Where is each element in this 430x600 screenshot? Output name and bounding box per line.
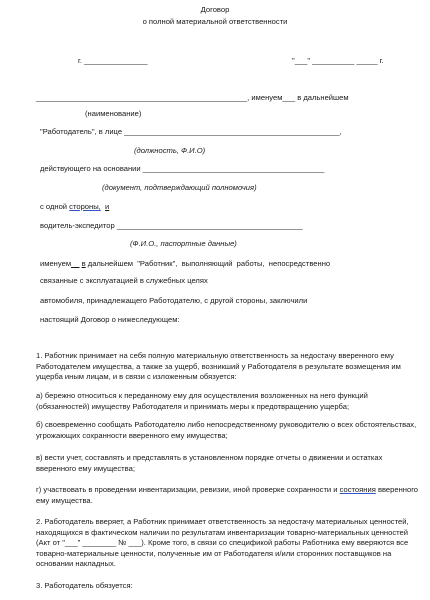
named-line xyxy=(40,259,330,269)
date-line: "___" __________ _____ г. xyxy=(292,56,384,65)
agreement-line: настоящий Договор о нижеследующем: xyxy=(40,315,180,324)
named-c: в xyxy=(81,259,86,268)
clause-1g-text-b: вверенного ему имущества. xyxy=(36,485,419,505)
basis-caption: (документ, подтверждающий полномочия) xyxy=(102,183,257,192)
document-title: Договор xyxy=(200,5,230,14)
side-prefix: с одной xyxy=(40,202,70,211)
document-subtitle: о полной материальной ответственности xyxy=(142,17,288,26)
driver-line: водитель-экспедитор ____________________________________________ xyxy=(40,221,303,230)
driver-caption: (Ф.И.О., паспортные данные) xyxy=(130,239,237,248)
car-line: автомобиля, принадлежащего Работодателю, с другой стороны, заключили xyxy=(40,296,308,305)
clause-1v: в) вести учет, составлять и представлять в установленном порядке отчеты о движении и остатках вверенного ему имущества; xyxy=(36,453,383,473)
clause-1g-text-a: г) участвовать в проведении инвентаризации, ревизии, иной проверке сохранности и xyxy=(36,485,340,494)
one-side-line xyxy=(40,202,109,212)
clause-1: 1. Работник принимает на себя полную материальную ответственность за недостачу вверенного ему Работодателем имущества, а также за ущерб, возникший у Работодателя в результате возмещения им ущерба иным лицам, и в связи с изложенным обязуется: xyxy=(36,351,401,382)
city-line: г. _______________ xyxy=(78,56,148,65)
name-caption: (наименование) xyxy=(85,109,142,118)
side-and: и xyxy=(105,202,110,211)
employer-line: "Работодатель", в лице ___________________________________________________, xyxy=(40,127,342,136)
position-caption: (должность, Ф.И.О) xyxy=(134,146,206,155)
named-b: __ xyxy=(71,259,80,268)
basis-line: действующего на основании ___________________________________________ xyxy=(40,164,325,173)
side-word: стороны, xyxy=(69,202,101,211)
clause-2: 2. Работодатель вверяет, а Работник принимает ответственность за недостачу материальных ценностей, находящихся в фактическом наличии по результатам инвентаризации товарно-материальных ценностей (Акт от "___" ________ № ___). Кроме того, в связи со спецификой работы Работника ему вверяются все товарно-материальные ценности, полученные им от Работодателя и/или сторонних поставщиков на основании накладных. xyxy=(36,517,409,569)
clause-1a: а) бережно относиться к переданному ему для осуществления возложенных на него функций (обязанностей) имуществу Работодателя и принимать меры к предотвращению ущерба; xyxy=(36,391,368,411)
clause-1b: б) своевременно сообщать Работодателю либо непосредственному руководителю о всех обстоятельствах, угрожающих сохранности вверенного ему имущества; xyxy=(36,420,417,440)
named-d: дальнейшем "Работник", выполняющий работы, непосредственно xyxy=(85,259,331,268)
clause-1g xyxy=(36,485,420,506)
duties-line: связанные с эксплуатацией в служебных целях xyxy=(40,276,208,285)
party1-name-line: __________________________________________________, именуем___ в дальнейшем xyxy=(36,93,349,102)
named-a: именуем xyxy=(40,259,72,268)
clause-3: 3. Работодатель обязуется: xyxy=(36,581,133,590)
clause-1g-link: состояния xyxy=(339,485,376,494)
